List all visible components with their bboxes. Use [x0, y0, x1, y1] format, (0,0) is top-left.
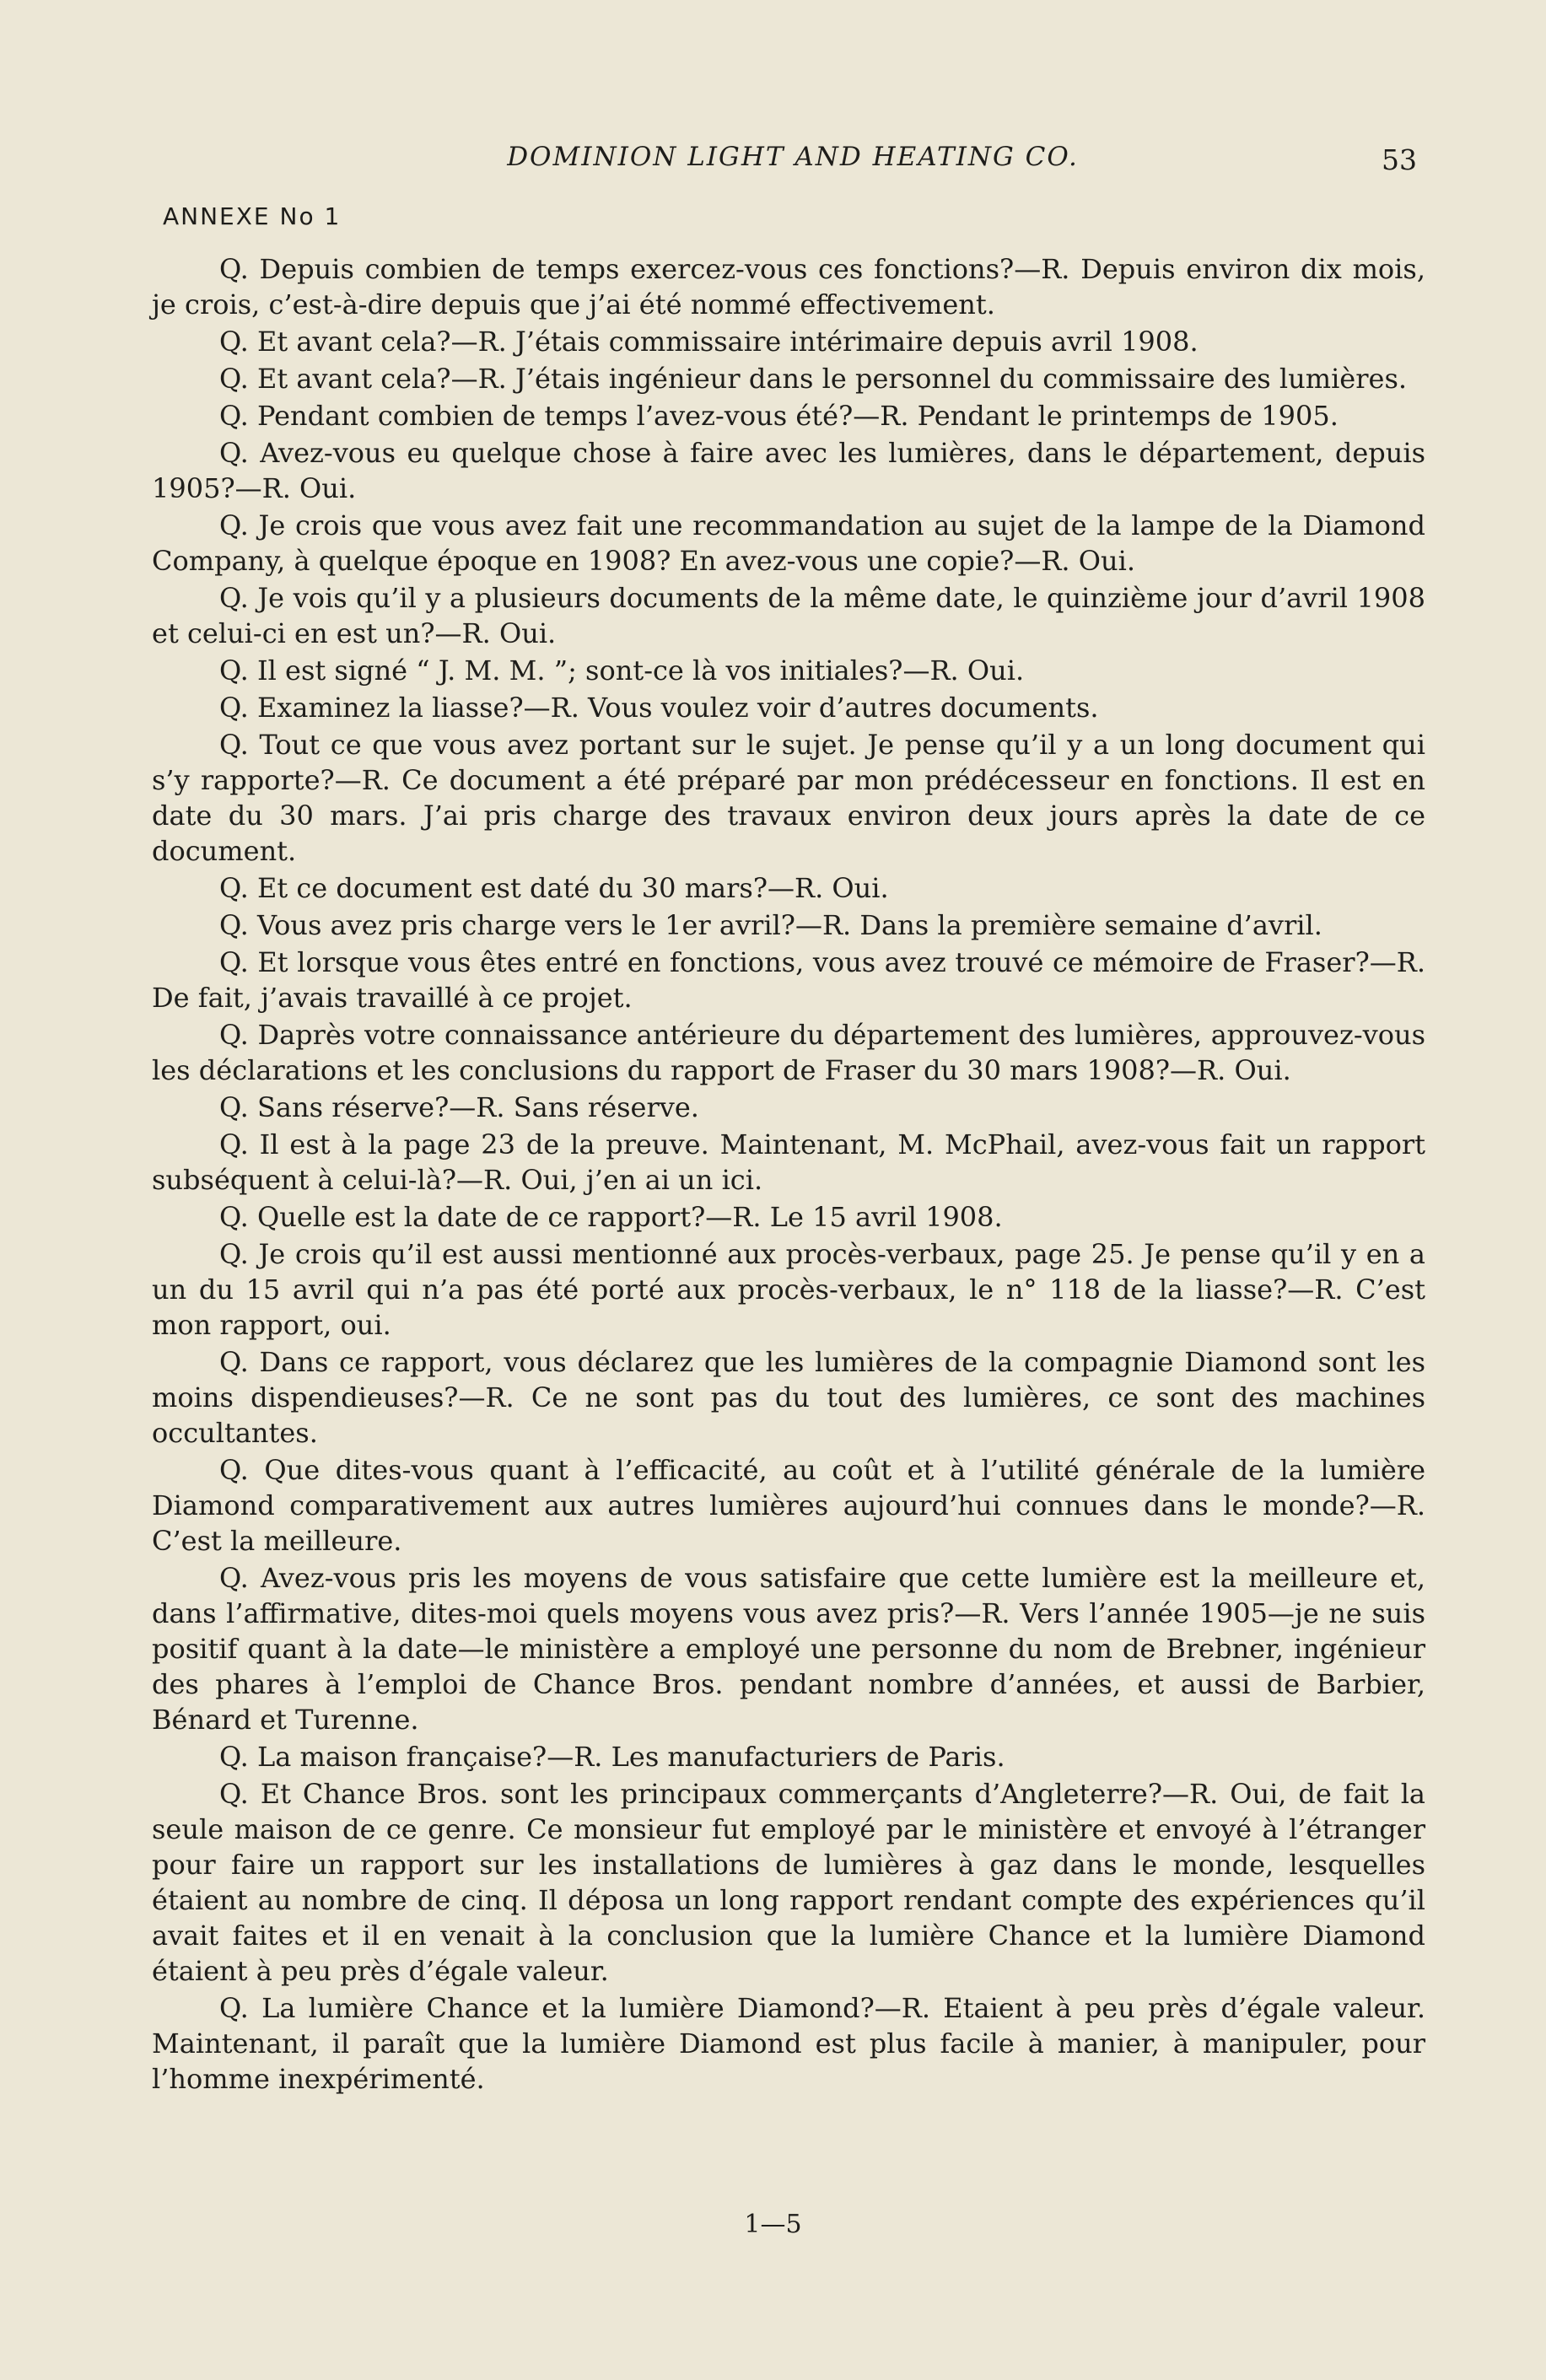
paragraph: Q. Et lorsque vous êtes entré en fonctions, vous avez trouvé ce mémoire de Fraser?—R. De fait, j’avais travaillé à ce projet.	[152, 946, 1425, 1014]
paragraph: Q. Tout ce que vous avez portant sur le sujet. Je pense qu’il y a un long document qui s’y rapporte?—R. Ce document a été préparé par mon prédécesseur en fonctions. Il est en date du 30 mars. J’ai pris charge des travaux environ deux jours après la date de ce document.	[152, 729, 1425, 867]
paragraph: Q. Il est à la page 23 de la preuve. Maintenant, M. McPhail, avez-vous fait un rapport subséquent à celui-là?—R. Oui, j’en ai un ici.	[152, 1128, 1425, 1196]
paragraph: Q. Avez-vous pris les moyens de vous satisfaire que cette lumière est la meilleure et, dans l’affirmative, dites-moi quels moyens vous avez pris?—R. Vers l’année 1905—je ne suis positif quant à la date—le ministère a employé une personne du nom de Brebner, ingénieur des phares à l’emploi de Chance Bros. pendant nombre d’années, et aussi de Barbier, Bénard et Turenne.	[152, 1562, 1425, 1736]
paragraph: Q. Quelle est la date de ce rapport?—R. Le 15 avril 1908.	[219, 1201, 1003, 1233]
paragraph: Q. Dans ce rapport, vous déclarez que les lumières de la compagnie Diamond sont les moins dispendieuses?—R. Ce ne sont pas du tout des lumières, ce sont des machines occultantes.	[152, 1346, 1425, 1449]
paragraph: Q. Que dites-vous quant à l’efficacité, au coût et à l’utilité générale de la lumière Diamond comparativement aux autres lumières aujourd’hui connues dans le monde?—R. C’est la meilleure.	[152, 1454, 1425, 1557]
testimony-body	[152, 251, 1425, 2098]
paragraph: Q. Vous avez pris charge vers le 1er avril?—R. Dans la première semaine d’avril.	[219, 909, 1322, 941]
paragraph: Q. Sans réserve?—R. Sans réserve.	[219, 1091, 699, 1123]
paragraph: Q. Et avant cela?—R. J’étais ingénieur dans le personnel du commissaire des lumières.	[219, 363, 1408, 395]
paragraph: Q. La lumière Chance et la lumière Diamond?—R. Etaient à peu près d’égale valeur. Maintenant, il paraît que la lumière Diamond est plus facile à manier, à manipuler, pour l’homme inexpérimenté.	[152, 1992, 1425, 2095]
paragraph: Q. Je vois qu’il y a plusieurs documents de la même date, le quinzième jour d’avril 1908 et celui-ci en est un?—R. Oui.	[152, 582, 1425, 649]
paragraph: Q. Je crois qu’il est aussi mentionné aux procès-verbaux, page 25. Je pense qu’il y en a un du 15 avril qui n’a pas été porté aux procès-verbaux, le n° 118 de la liasse?—R. C’est mon rapport, oui.	[152, 1238, 1425, 1341]
paragraph: Q. Et avant cela?—R. J’étais commissaire intérimaire depuis avril 1908.	[219, 326, 1199, 358]
signature-mark: 1—5	[744, 2210, 802, 2239]
paragraph: Q. Avez-vous eu quelque chose à faire avec les lumières, dans le département, depuis 1905?—R. Oui.	[152, 437, 1425, 504]
paragraph: Q. Et ce document est daté du 30 mars?—R. Oui.	[219, 872, 889, 904]
paragraph: Q. Je crois que vous avez fait une recommandation au sujet de la lampe de la Diamond Company, à quelque époque en 1908? En avez-vous une copie?—R. Oui.	[152, 509, 1425, 577]
page-number: 53	[1382, 143, 1417, 176]
paragraph: Q. Pendant combien de temps l’avez-vous été?—R. Pendant le printemps de 1905.	[219, 400, 1339, 432]
paragraph: Q. Examinez la liasse?—R. Vous voulez voir d’autres documents.	[219, 692, 1099, 724]
paragraph: Q. Il est signé “ J. M. M. ”; sont-ce là vos initiales?—R. Oui.	[219, 654, 1025, 687]
annexe-label: ANNEXE No 1	[163, 202, 342, 230]
paragraph: Q. Daprès votre connaissance antérieure du département des lumières, approuvez-vous les déclarations et les conclusions du rapport de Fraser du 30 mars 1908?—R. Oui.	[152, 1019, 1425, 1086]
paragraph: Q. La maison française?—R. Les manufacturiers de Paris.	[219, 1741, 1005, 1773]
running-header	[152, 142, 1434, 179]
paragraph: Q. Et Chance Bros. sont les principaux commerçants d’Angleterre?—R. Oui, de fait la seule maison de ce genre. Ce monsieur fut employé par le ministère et envoyé à l’étranger pour faire un rapport sur les installations de lumières à gaz dans le monde, lesquelles étaient au nombre de cinq. Il déposa un long rapport rendant compte des expériences qu’il avait faites et il en venait à la conclusion que la lumière Chance et la lumière Diamond étaient à peu près d’égale valeur.	[152, 1778, 1425, 1987]
paragraph: Q. Depuis combien de temps exercez-vous ces fonctions?—R. Depuis environ dix mois, je crois, c’est-à-dire depuis que j’ai été nommé effectivement.	[152, 253, 1425, 320]
running-title: DOMINION LIGHT AND HEATING CO.	[507, 142, 1079, 172]
